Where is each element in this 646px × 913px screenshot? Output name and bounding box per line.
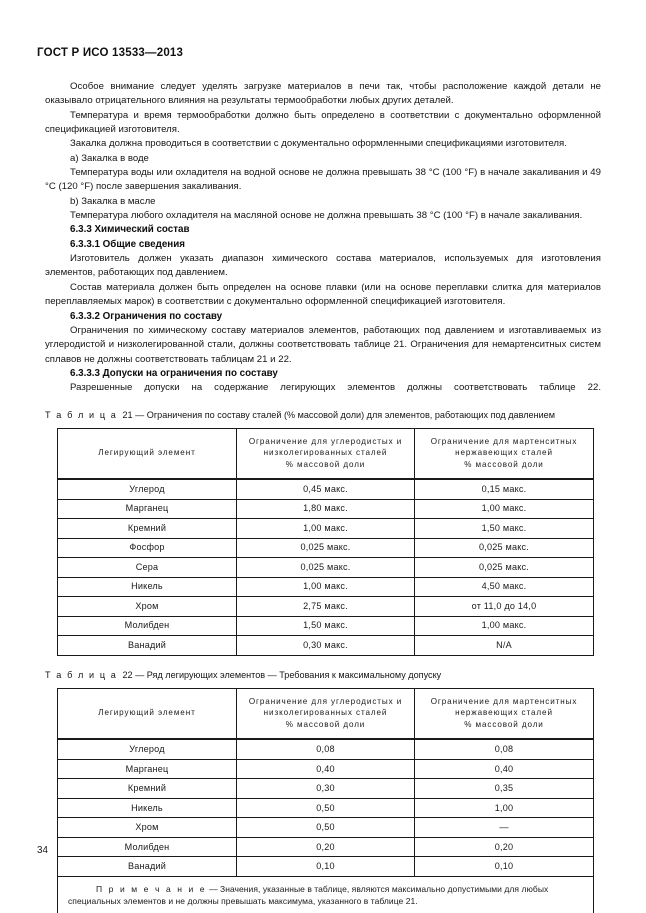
heading-6-3-3-1: 6.3.3.1 Общие сведения [70,238,185,250]
cell-martensitic: 0,025 макс. [415,538,594,557]
cell-carbon-low-alloy: 1,00 макс. [237,519,415,538]
cell-martensitic: 1,00 макс. [415,499,594,518]
col-head-line: нержавеющих сталей [455,448,553,458]
table-21-col-carbon-low-alloy [237,428,415,479]
table-row [58,538,594,557]
table-22-col-element [58,688,237,739]
col-head-line: Ограничение для углеродистых и [248,436,403,446]
cell-martensitic: 4,50 макс. [415,577,594,596]
table-row [58,779,594,798]
cell-martensitic: 0,10 [415,857,594,876]
cell-martensitic: 1,00 [415,798,594,817]
cell-martensitic: 1,00 макс. [415,616,594,635]
col-head-line: низколегированных сталей [263,708,388,718]
cell-carbon-low-alloy: 0,025 макс. [237,538,415,557]
col-head-line: Легирующий элемент [98,708,196,718]
table-22-caption [45,669,601,682]
table-22-caption-label: Т а б л и ц а [45,669,118,680]
heading-6-3-3: 6.3.3 Химический состав [70,224,190,236]
cell-carbon-low-alloy: 0,45 макс. [237,479,415,499]
cell-element: Хром [58,597,237,616]
cell-martensitic: 0,08 [415,739,594,759]
col-head-line: % массовой доли [464,719,544,729]
table-row [58,837,594,856]
table-21-caption-text: — Ограничения по составу сталей (% массовой доли) для элементов, работающих под давлением [135,409,555,420]
paragraph-p10: Ограничения по химическому составу материалов элементов, работающих под давлением и изготавливаемых из углеродистой и низколегированной стали, должны соответствовать таблице 21. Ограничения для немартенситных систем сплавов не должны соответствовать таблицам 21 и 22. [45,324,601,365]
table-21-caption [45,409,601,422]
cell-martensitic: от 11,0 до 14,0 [415,597,594,616]
col-head-line: Ограничение для мартенситных [430,696,578,706]
table-row [58,636,594,655]
cell-element: Сера [58,558,237,577]
cell-element: Никель [58,798,237,817]
cell-carbon-low-alloy: 0,40 [237,759,415,778]
list-item-a: a) Закалка в воде [70,152,149,164]
table-row [58,798,594,817]
table-22-col-martensitic [415,688,594,739]
cell-carbon-low-alloy: 0,025 макс. [237,558,415,577]
page-content [45,80,601,913]
table-row [58,818,594,837]
cell-carbon-low-alloy: 0,50 [237,818,415,837]
cell-element: Ванадий [58,636,237,655]
cell-element: Хром [58,818,237,837]
cell-element: Фосфор [58,538,237,557]
cell-carbon-low-alloy: 1,50 макс. [237,616,415,635]
table-22 [57,688,594,913]
table-row [58,759,594,778]
table-22-header-row [58,688,594,739]
paragraph-p1: Особое внимание следует уделять загрузке материалов в печи так, чтобы расположение каждой детали не оказывало отрицательного влияния на результаты термообработки любых других деталей. [45,81,601,107]
page-number: 34 [37,845,48,856]
cell-element: Ванадий [58,857,237,876]
cell-martensitic: 0,20 [415,837,594,856]
cell-element: Молибден [58,616,237,635]
paragraph-p2: Температура и время термообработки должно быть определено в соответствии с документально оформленной спецификацией изготовителя. [45,109,601,136]
table-row [58,558,594,577]
cell-element: Кремний [58,779,237,798]
cell-martensitic: 0,35 [415,779,594,798]
cell-element: Марганец [58,499,237,518]
col-head-line: Легирующий элемент [98,448,196,458]
cell-element: Никель [58,577,237,596]
cell-carbon-low-alloy: 0,50 [237,798,415,817]
cell-carbon-low-alloy: 0,10 [237,857,415,876]
cell-martensitic: 0,40 [415,759,594,778]
table-21-caption-label: Т а б л и ц а [45,409,118,420]
cell-carbon-low-alloy: 0,30 макс. [237,636,415,655]
cell-carbon-low-alloy: 1,80 макс. [237,499,415,518]
table-22-note [58,876,594,913]
col-head-line: % массовой доли [464,459,544,469]
cell-element: Марганец [58,759,237,778]
table-21-header-row [58,428,594,479]
paragraph-p7: Температура любого охладителя на масляной основе не должна превышать 38 °C (100 °F) в начале закаливания. [70,210,583,222]
cell-carbon-low-alloy: 0,20 [237,837,415,856]
cell-martensitic: 0,025 макс. [415,558,594,577]
cell-carbon-low-alloy: 0,30 [237,779,415,798]
col-head-line: низколегированных сталей [263,448,388,458]
table-22-note-label: П р и м е ч а н и е [96,883,207,894]
heading-6-3-3-2: 6.3.3.2 Ограничения по составу [70,310,223,322]
cell-carbon-low-alloy: 0,08 [237,739,415,759]
cell-element: Кремний [58,519,237,538]
cell-carbon-low-alloy: 1,00 макс. [237,577,415,596]
table-22-caption-number: 22 [122,669,133,680]
cell-martensitic: 0,15 макс. [415,479,594,499]
col-head-line: Ограничение для углеродистых и [248,696,403,706]
table-21-col-martensitic [415,428,594,479]
cell-martensitic: N/A [415,636,594,655]
cell-martensitic: — [415,818,594,837]
col-head-line: нержавеющих сталей [455,708,553,718]
paragraph-p8: Изготовитель должен указать диапазон химического состава материалов, используемых для изготовления элементов, работающих под давлением. [45,253,601,279]
standard-header: ГОСТ Р ИСО 13533—2013 [37,47,184,59]
table-row [58,597,594,616]
cell-carbon-low-alloy: 2,75 макс. [237,597,415,616]
cell-element: Молибден [58,837,237,856]
table-22-caption-text: — Ряд легирующих элементов — Требования к максимальному допуску [135,669,442,680]
list-item-b: b) Закалка в масле [70,195,156,207]
heading-6-3-3-3: 6.3.3.3 Допуски на ограничения по составу [70,367,278,379]
table-row [58,616,594,635]
table-22-col-carbon-low-alloy [237,688,415,739]
col-head-line: Ограничение для мартенситных [430,436,578,446]
cell-martensitic: 1,50 макс. [415,519,594,538]
table-row [58,479,594,499]
table-21 [57,428,594,656]
table-21-col-element [58,428,237,479]
paragraph-p3: Закалка должна проводиться в соответствии с документально оформленными спецификациями изготовителя. [70,138,567,150]
table-row [58,857,594,876]
cell-element: Углерод [58,479,237,499]
col-head-line: % массовой доли [285,719,366,729]
paragraph-p11: Разрешенные допуски на содержание легирующих элементов должны соответствовать таблице 22. [70,382,601,394]
col-head-line: % массовой доли [285,459,366,469]
paragraph-p9: Состав материала должен быть определен на основе плавки (или на основе переплавки слитка для материалов переплавляемых марок) в соответствии с документально оформленной спецификацией изготовителя. [45,281,601,308]
paragraph-p5: Температура воды или охладителя на водной основе не должна превышать 38 °C (100 °F) в начале закаливания и 49 °C (120 °F) после завершения закаливания. [45,167,601,193]
table-row [58,519,594,538]
table-22-note-text: — Значения, указанные в таблице, являются максимально допустимыми для любых специальных элементов и не должны превышать максимума, указанного в таблице 21. [68,883,549,907]
table-row [58,499,594,518]
table-row [58,739,594,759]
cell-element: Углерод [58,739,237,759]
table-row [58,577,594,596]
table-22-note-row [58,876,594,913]
table-21-caption-number: 21 [122,409,133,420]
